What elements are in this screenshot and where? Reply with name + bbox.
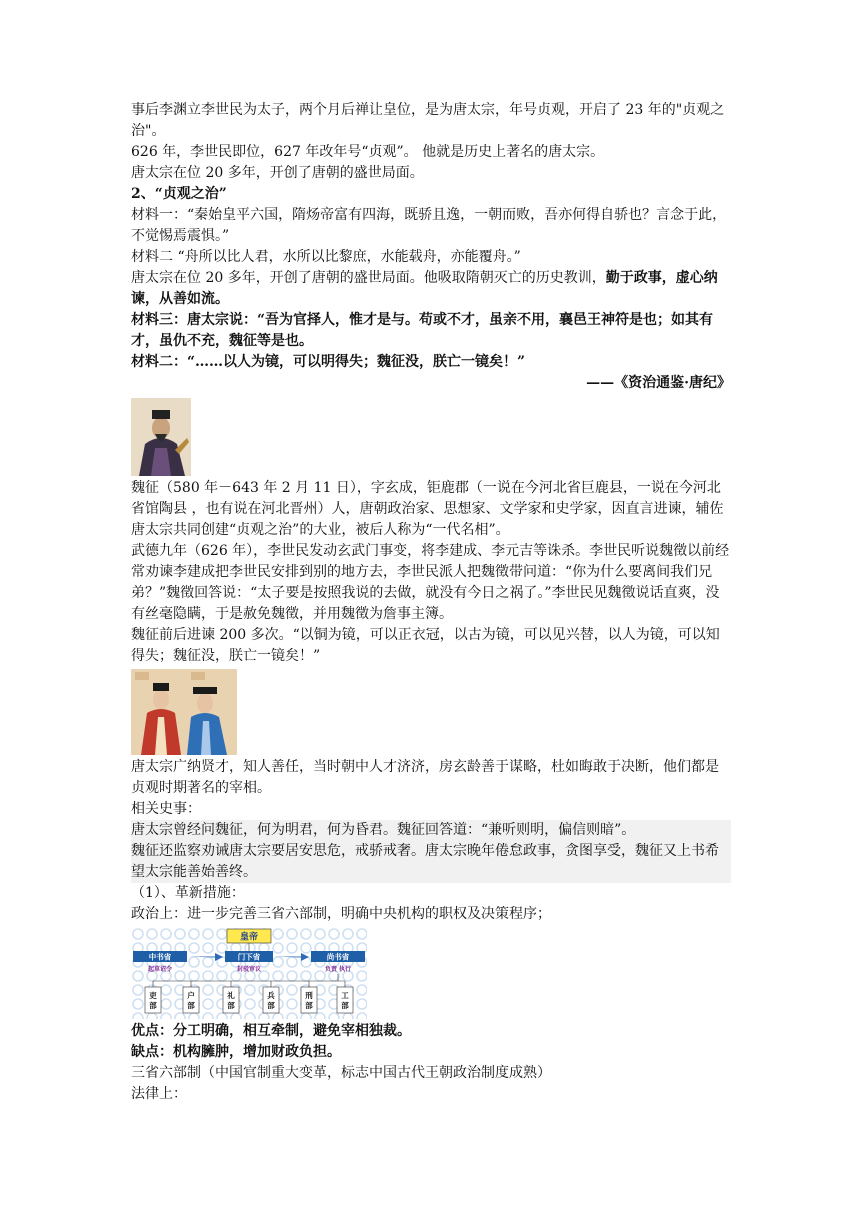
tang-taizong-portrait-image (131, 398, 191, 476)
ministry-label-char: 部 (305, 1001, 313, 1010)
ministry-label-char: 部 (227, 1001, 235, 1010)
paragraph: 三省六部制（中国官制重大变革，标志中国古代王朝政治制度成熟） (131, 1065, 551, 1081)
paragraph: 魏征前后进谏 200 多次。“以铜为镜，可以正衣冠，以古为镜，可以见兴替，以人为镜，可以知得失；魏征没，朕亡一镜矣！” (131, 627, 720, 664)
emphasis-text: 勤于政事，虚心纳谏，从善如流。 (131, 270, 718, 307)
material-two: 材料二 “舟所以比人君，水所以比黎庶，水能载舟，亦能覆舟。” (131, 249, 521, 265)
ministry-label-char: 部 (187, 1001, 195, 1010)
ministry-label-char: 部 (341, 1001, 349, 1010)
paragraph: 武德九年（626 年），李世民发动玄武门事变，将李建成、李元吉等诛杀。李世民听说魏徵以前经常劝谏李建成把李世民安排到别的地方去，李世民派人把魏徵带问道：“你为什么要离间我们兄弟？”魏徵回答说：“太子要是按照我说的去做，就没有今日之祸了。”李世民见魏徵说话直爽，没有丝毫隐瞒，于是赦免魏徵，并用魏徵为詹事主簿。 (131, 543, 730, 622)
paragraph: 魏征（580 年－643 年 2 月 11 日），字玄成，钜鹿郡（一说在今河北省巨鹿县，一说在今河北省馆陶县 ，也有说在河北晋州）人，唐朝政治家、思想家、文学家和史学家，因直言进谏，辅佐唐太宗共同创建“贞观之治”的大业，被后人称为“一代名相”。 (131, 480, 724, 538)
ministry-label-char: 工 (341, 991, 349, 1000)
svg-text:尚书省: 尚书省 (326, 952, 350, 962)
paragraph-text: 唐太宗在位 20 多年，开创了唐朝的盛世局面。他吸取隋朝灭亡的历史教训， (131, 270, 606, 286)
paragraph: （1）、革新措施： (131, 885, 245, 901)
svg-text:起草诏令: 起草诏令 (147, 966, 173, 973)
paragraph: 法律上： (131, 1086, 187, 1102)
paragraph: 626 年，李世民即位，627 年改年号“贞观”。 他就是历史上著名的唐太宗。 (131, 144, 605, 160)
ministry-label-char: 吏 (149, 991, 157, 1000)
svg-text:中书省: 中书省 (148, 952, 172, 962)
document-body (131, 100, 731, 1105)
material-three: 材料三：唐太宗说：“吾为官择人，惟才是与。苟或不才，虽亲不用，襄邑王神符是也；如其有才，虽仇不充，魏征等是也。 (131, 312, 714, 349)
svg-text:皇帝: 皇帝 (239, 932, 259, 943)
ministry-label-char: 部 (149, 1001, 157, 1010)
paragraph: 政治上：进一步完善三省六部制，明确中央机构的职权及决策程序； (131, 906, 551, 922)
paragraph: 事后李渊立李世民为太子，两个月后禅让皇位，是为唐太宗，年号贞观，开启了 23 年的"贞观之治"。 (131, 102, 725, 139)
ministry-label-char: 兵 (267, 991, 275, 1000)
paragraph: 相关史事： (131, 801, 201, 817)
ministry-label-char: 刑 (305, 991, 313, 1000)
two-ministers-painting-image (131, 669, 237, 755)
three-departments-six-ministries-diagram (131, 927, 367, 1019)
disadvantages: 缺点：机构臃肿，增加财政负担。 (131, 1044, 341, 1060)
source-citation: ——《资治通鉴·唐纪》 (586, 375, 731, 391)
material-one: 材料一：“秦始皇平六国，隋炀帝富有四海，既骄且逸，一朝而败，吾亦何得自骄也？言念于此，不觉惕焉震惧。” (131, 207, 727, 244)
svg-text:封驳审议: 封驳审议 (236, 966, 262, 973)
material-quote: 材料二：“……以人为镜，可以明得失；魏征没，朕亡一镜矣！” (131, 354, 526, 370)
paragraph: 唐太宗广纳贤才，知人善任，当时朝中人才济济，房玄龄善于谋略，杜如晦敢于决断，他们都是贞观时期著名的宰相。 (131, 759, 719, 796)
ministry-label-char: 户 (187, 991, 195, 1000)
paragraph (131, 268, 731, 310)
svg-text:负责 执行: 负责 执行 (324, 966, 352, 973)
paragraph: 唐太宗曾经问魏征，何为明君，何为昏君。魏征回答道：“兼听则明，偏信则暗”。 (131, 820, 731, 841)
advantages: 优点：分工明确，相互牵制，避免宰相独裁。 (131, 1023, 411, 1039)
ministry-label-char: 部 (267, 1001, 275, 1010)
section-heading: 2、“贞观之治” (131, 186, 227, 202)
emperor-box (227, 929, 271, 943)
svg-text:门下省: 门下省 (237, 952, 261, 962)
ministry-label-char: 礼 (227, 991, 235, 1000)
paragraph: 魏征还监察劝诫唐太宗要居安思危，戒骄戒奢。唐太宗晚年倦怠政事，贪图享受，魏征又上书希望太宗能善始善终。 (131, 841, 731, 883)
paragraph: 唐太宗在位 20 多年，开创了唐朝的盛世局面。 (131, 165, 424, 181)
